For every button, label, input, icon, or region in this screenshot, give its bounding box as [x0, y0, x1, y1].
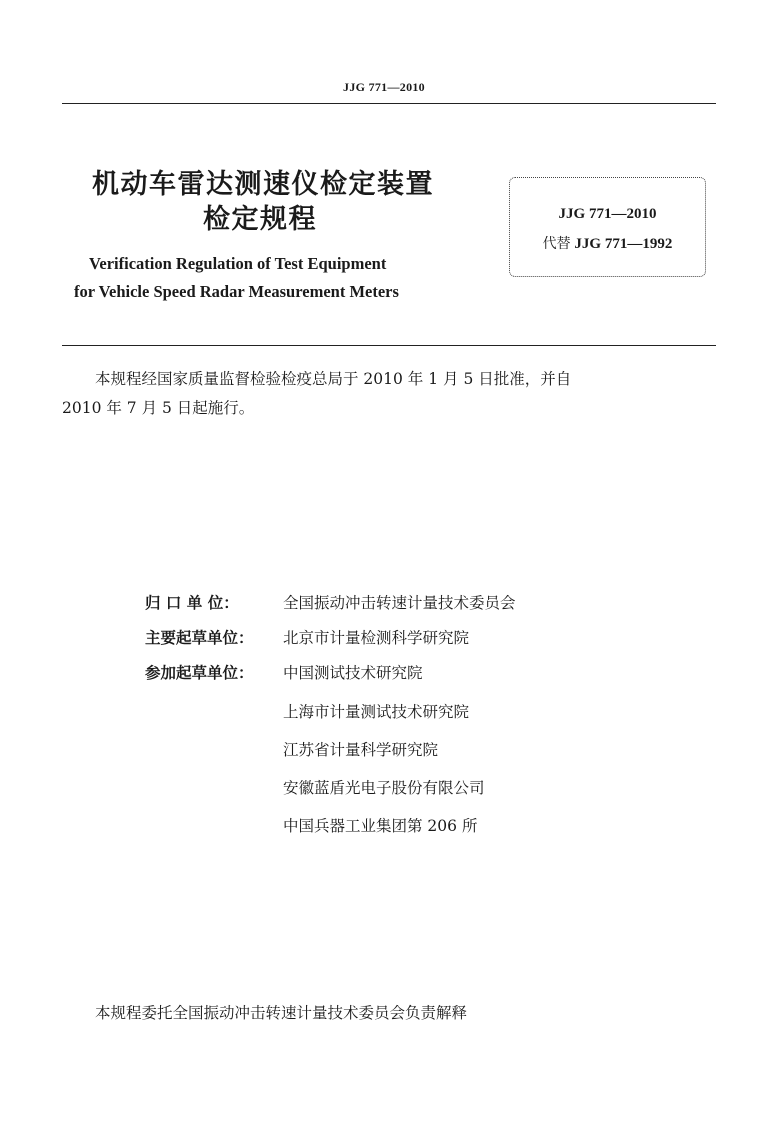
header-rule — [62, 103, 716, 104]
title-cn-line1: 机动车雷达测速仪检定装置 — [92, 169, 434, 200]
approval-line1: 本规程经国家质量监督检验检疫总局于 2010 年 1 月 5 日批准，并自 — [95, 370, 572, 388]
participant-item: 安徽蓝盾光电子股份有限公司 — [283, 779, 485, 797]
title-en-line2: for Vehicle Speed Radar Measurement Meters — [74, 282, 399, 301]
code-box — [509, 177, 706, 277]
title-cn-line2: 检定规程 — [203, 204, 317, 235]
header-code: JJG 771—2010 — [343, 80, 425, 94]
participant-item: 中国测试技术研究院 — [283, 664, 423, 682]
section-rule — [62, 345, 716, 346]
responsible-unit-value: 全国振动冲击转速计量技术委员会 — [283, 594, 516, 612]
participants-label: 参加起草单位： — [145, 664, 254, 682]
main-drafter-label: 主要起草单位： — [145, 629, 254, 647]
approval-line2: 2010 年 7 月 5 日起施行。 — [62, 399, 255, 417]
replace-prefix: 代替 — [542, 236, 571, 252]
participant-item: 上海市计量测试技术研究院 — [283, 703, 470, 721]
interpretation-note: 本规程委托全国振动冲击转速计量技术委员会负责解释 — [95, 1004, 468, 1022]
responsible-unit-label: 归 口 单 位： — [145, 594, 239, 612]
code-box-code: JJG 771—2010 — [558, 206, 657, 222]
main-drafter-value: 北京市计量检测科学研究院 — [283, 629, 470, 647]
code-box-replaces — [510, 233, 705, 253]
title-en-line1: Verification Regulation of Test Equipment — [89, 254, 387, 273]
participant-item: 江苏省计量科学研究院 — [283, 741, 439, 759]
replaced-code: JJG 771—1992 — [574, 236, 673, 252]
participant-item: 中国兵器工业集团第 206 所 — [283, 817, 478, 835]
